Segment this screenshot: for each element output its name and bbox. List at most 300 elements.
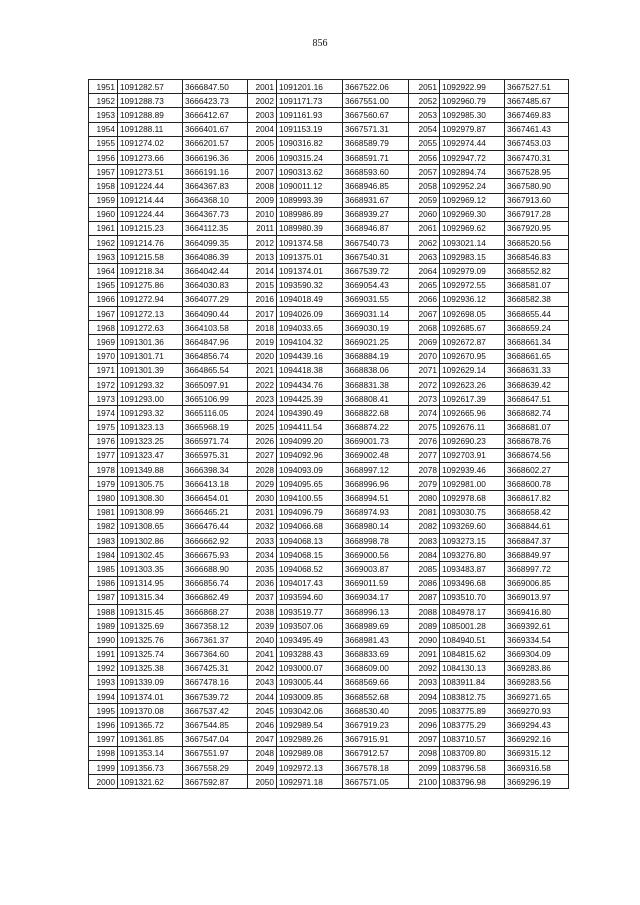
x-coordinate-cell: 1091356.73 [118, 761, 183, 775]
point-number-cell: 2051 [409, 80, 440, 94]
x-coordinate-cell: 1091153.19 [277, 122, 343, 136]
x-coordinate-cell: 1091293.32 [118, 406, 183, 420]
x-coordinate-cell: 1091273.51 [118, 165, 183, 179]
x-coordinate-cell: 1093276.80 [440, 548, 505, 562]
point-number-cell: 1970 [89, 349, 118, 363]
table-row [89, 761, 569, 775]
y-coordinate-cell: 3664368.10 [183, 193, 248, 207]
point-number-cell: 2030 [248, 491, 277, 505]
point-number-cell: 2097 [409, 732, 440, 746]
point-number-cell: 1951 [89, 80, 118, 94]
x-coordinate-cell: 1093273.15 [440, 534, 505, 548]
point-number-cell: 1993 [89, 675, 118, 689]
y-coordinate-cell: 3668946.87 [343, 221, 409, 235]
x-coordinate-cell: 1094100.55 [277, 491, 343, 505]
x-coordinate-cell: 1094390.49 [277, 406, 343, 420]
point-number-cell: 2009 [248, 193, 277, 207]
x-coordinate-cell: 1092972.55 [440, 278, 505, 292]
y-coordinate-cell: 3668884.19 [343, 349, 409, 363]
y-coordinate-cell: 3664099.35 [183, 236, 248, 250]
y-coordinate-cell: 3666476.44 [183, 519, 248, 533]
point-number-cell: 1983 [89, 534, 118, 548]
point-number-cell: 1969 [89, 335, 118, 349]
y-coordinate-cell: 3667358.12 [183, 619, 248, 633]
x-coordinate-cell: 1093030.75 [440, 505, 505, 519]
y-coordinate-cell: 3667485.67 [505, 94, 569, 108]
point-number-cell: 2042 [248, 661, 277, 675]
table-row [89, 264, 569, 278]
point-number-cell: 2025 [248, 420, 277, 434]
x-coordinate-cell: 1091301.39 [118, 363, 183, 377]
point-number-cell: 2004 [248, 122, 277, 136]
x-coordinate-cell: 1084940.51 [440, 633, 505, 647]
x-coordinate-cell: 1084815.62 [440, 647, 505, 661]
x-coordinate-cell: 1093590.32 [277, 278, 343, 292]
x-coordinate-cell: 1092979.09 [440, 264, 505, 278]
x-coordinate-cell: 1092978.68 [440, 491, 505, 505]
y-coordinate-cell: 3668552.82 [505, 264, 569, 278]
y-coordinate-cell: 3669031.14 [343, 307, 409, 321]
point-number-cell: 1991 [89, 647, 118, 661]
y-coordinate-cell: 3667912.57 [343, 746, 409, 760]
y-coordinate-cell: 3665116.05 [183, 406, 248, 420]
x-coordinate-cell: 1091349.88 [118, 463, 183, 477]
y-coordinate-cell: 3664077.29 [183, 292, 248, 306]
point-number-cell: 1973 [89, 392, 118, 406]
y-coordinate-cell: 3667915.91 [343, 732, 409, 746]
y-coordinate-cell: 3668998.78 [343, 534, 409, 548]
point-number-cell: 2092 [409, 661, 440, 675]
y-coordinate-cell: 3668997.72 [505, 562, 569, 576]
y-coordinate-cell: 3667920.95 [505, 221, 569, 235]
point-number-cell: 2012 [248, 236, 277, 250]
y-coordinate-cell: 3668681.07 [505, 420, 569, 434]
y-coordinate-cell: 3669001.73 [343, 434, 409, 448]
point-number-cell: 2024 [248, 406, 277, 420]
point-number-cell: 1962 [89, 236, 118, 250]
point-number-cell: 1980 [89, 491, 118, 505]
y-coordinate-cell: 3668997.12 [343, 463, 409, 477]
point-number-cell: 2036 [248, 576, 277, 590]
x-coordinate-cell: 1093519.77 [277, 604, 343, 618]
table-row [89, 448, 569, 462]
y-coordinate-cell: 3666868.27 [183, 604, 248, 618]
x-coordinate-cell: 1094434.76 [277, 377, 343, 391]
x-coordinate-cell: 1092960.79 [440, 94, 505, 108]
y-coordinate-cell: 3668989.69 [343, 619, 409, 633]
point-number-cell: 1959 [89, 193, 118, 207]
y-coordinate-cell: 3667544.85 [183, 718, 248, 732]
table-row [89, 576, 569, 590]
x-coordinate-cell: 1089986.89 [277, 207, 343, 221]
point-number-cell: 1990 [89, 633, 118, 647]
x-coordinate-cell: 1084978.17 [440, 604, 505, 618]
x-coordinate-cell: 1092969.30 [440, 207, 505, 221]
y-coordinate-cell: 3668674.56 [505, 448, 569, 462]
x-coordinate-cell: 1091339.09 [118, 675, 183, 689]
point-number-cell: 2065 [409, 278, 440, 292]
y-coordinate-cell: 3665971.74 [183, 434, 248, 448]
point-number-cell: 2074 [409, 406, 440, 420]
y-coordinate-cell: 3668659.24 [505, 321, 569, 335]
x-coordinate-cell: 1092672.87 [440, 335, 505, 349]
point-number-cell: 2086 [409, 576, 440, 590]
point-number-cell: 2040 [248, 633, 277, 647]
y-coordinate-cell: 3668546.83 [505, 250, 569, 264]
point-number-cell: 1982 [89, 519, 118, 533]
x-coordinate-cell: 1083709.80 [440, 746, 505, 760]
x-coordinate-cell: 1094033.65 [277, 321, 343, 335]
point-number-cell: 1987 [89, 590, 118, 604]
table-row [89, 179, 569, 193]
point-number-cell: 1988 [89, 604, 118, 618]
point-number-cell: 2006 [248, 150, 277, 164]
x-coordinate-cell: 1091274.02 [118, 136, 183, 150]
table-row [89, 661, 569, 675]
table-row [89, 675, 569, 689]
y-coordinate-cell: 3668678.76 [505, 434, 569, 448]
y-coordinate-cell: 3668591.71 [343, 150, 409, 164]
y-coordinate-cell: 3668617.82 [505, 491, 569, 505]
y-coordinate-cell: 3668655.44 [505, 307, 569, 321]
y-coordinate-cell: 3669031.55 [343, 292, 409, 306]
x-coordinate-cell: 1093496.68 [440, 576, 505, 590]
point-number-cell: 2028 [248, 463, 277, 477]
table-row [89, 590, 569, 604]
x-coordinate-cell: 1094017.43 [277, 576, 343, 590]
y-coordinate-cell: 3666196.36 [183, 150, 248, 164]
x-coordinate-cell: 1092685.67 [440, 321, 505, 335]
y-coordinate-cell: 3668609.00 [343, 661, 409, 675]
y-coordinate-cell: 3668682.74 [505, 406, 569, 420]
x-coordinate-cell: 1083911.84 [440, 675, 505, 689]
x-coordinate-cell: 1094096.79 [277, 505, 343, 519]
point-number-cell: 2095 [409, 704, 440, 718]
table-row [89, 604, 569, 618]
point-number-cell: 1960 [89, 207, 118, 221]
x-coordinate-cell: 1091288.73 [118, 94, 183, 108]
y-coordinate-cell: 3668600.78 [505, 477, 569, 491]
point-number-cell: 2061 [409, 221, 440, 235]
point-number-cell: 1974 [89, 406, 118, 420]
y-coordinate-cell: 3668520.56 [505, 236, 569, 250]
y-coordinate-cell: 3667469.83 [505, 108, 569, 122]
y-coordinate-cell: 3665106.99 [183, 392, 248, 406]
x-coordinate-cell: 1093009.85 [277, 690, 343, 704]
table-row [89, 690, 569, 704]
point-number-cell: 2066 [409, 292, 440, 306]
table-row [89, 534, 569, 548]
point-number-cell: 2087 [409, 590, 440, 604]
x-coordinate-cell: 1094068.13 [277, 534, 343, 548]
table-row [89, 548, 569, 562]
point-number-cell: 2017 [248, 307, 277, 321]
table-row [89, 505, 569, 519]
point-number-cell: 1998 [89, 746, 118, 760]
table-row [89, 207, 569, 221]
x-coordinate-cell: 1091323.47 [118, 448, 183, 462]
x-coordinate-cell: 1091374.58 [277, 236, 343, 250]
x-coordinate-cell: 1093483.87 [440, 562, 505, 576]
x-coordinate-cell: 1094099.20 [277, 434, 343, 448]
x-coordinate-cell: 1092670.95 [440, 349, 505, 363]
point-number-cell: 2090 [409, 633, 440, 647]
x-coordinate-cell: 1091224.44 [118, 207, 183, 221]
point-number-cell: 2037 [248, 590, 277, 604]
y-coordinate-cell: 3669292.16 [505, 732, 569, 746]
table-row [89, 122, 569, 136]
x-coordinate-cell: 1092617.39 [440, 392, 505, 406]
x-coordinate-cell: 1091361.85 [118, 732, 183, 746]
point-number-cell: 2031 [248, 505, 277, 519]
point-number-cell: 2032 [248, 519, 277, 533]
x-coordinate-cell: 1091325.74 [118, 647, 183, 661]
table-row [89, 108, 569, 122]
y-coordinate-cell: 3668552.68 [343, 690, 409, 704]
point-number-cell: 2048 [248, 746, 277, 760]
y-coordinate-cell: 3668589.79 [343, 136, 409, 150]
x-coordinate-cell: 1091215.23 [118, 221, 183, 235]
y-coordinate-cell: 3668849.97 [505, 548, 569, 562]
y-coordinate-cell: 3668996.96 [343, 477, 409, 491]
point-number-cell: 2054 [409, 122, 440, 136]
point-number-cell: 2060 [409, 207, 440, 221]
x-coordinate-cell: 1091293.00 [118, 392, 183, 406]
x-coordinate-cell: 1091374.01 [118, 690, 183, 704]
y-coordinate-cell: 3668658.42 [505, 505, 569, 519]
coordinates-table [88, 79, 569, 789]
x-coordinate-cell: 1092985.30 [440, 108, 505, 122]
x-coordinate-cell: 1092936.12 [440, 292, 505, 306]
x-coordinate-cell: 1092989.54 [277, 718, 343, 732]
point-number-cell: 2072 [409, 377, 440, 391]
y-coordinate-cell: 3669003.87 [343, 562, 409, 576]
point-number-cell: 2073 [409, 392, 440, 406]
x-coordinate-cell: 1090315.24 [277, 150, 343, 164]
point-number-cell: 1972 [89, 377, 118, 391]
y-coordinate-cell: 3666423.73 [183, 94, 248, 108]
x-coordinate-cell: 1083775.29 [440, 718, 505, 732]
y-coordinate-cell: 3668631.33 [505, 363, 569, 377]
point-number-cell: 2094 [409, 690, 440, 704]
table-row [89, 150, 569, 164]
x-coordinate-cell: 1091325.76 [118, 633, 183, 647]
y-coordinate-cell: 3669011.59 [343, 576, 409, 590]
table-row [89, 335, 569, 349]
x-coordinate-cell: 1092981.00 [440, 477, 505, 491]
point-number-cell: 1981 [89, 505, 118, 519]
y-coordinate-cell: 3668602.27 [505, 463, 569, 477]
y-coordinate-cell: 3667461.43 [505, 122, 569, 136]
point-number-cell: 1975 [89, 420, 118, 434]
x-coordinate-cell: 1094018.49 [277, 292, 343, 306]
y-coordinate-cell: 3669315.12 [505, 746, 569, 760]
y-coordinate-cell: 3668996.13 [343, 604, 409, 618]
y-coordinate-cell: 3667539.72 [183, 690, 248, 704]
point-number-cell: 2080 [409, 491, 440, 505]
x-coordinate-cell: 1093495.49 [277, 633, 343, 647]
x-coordinate-cell: 1091308.99 [118, 505, 183, 519]
point-number-cell: 2043 [248, 675, 277, 689]
y-coordinate-cell: 3667364.60 [183, 647, 248, 661]
x-coordinate-cell: 1091305.75 [118, 477, 183, 491]
x-coordinate-cell: 1091323.13 [118, 420, 183, 434]
point-number-cell: 2018 [248, 321, 277, 335]
y-coordinate-cell: 3667539.72 [343, 264, 409, 278]
x-coordinate-cell: 1092698.05 [440, 307, 505, 321]
y-coordinate-cell: 3664030.83 [183, 278, 248, 292]
x-coordinate-cell: 1092676.11 [440, 420, 505, 434]
point-number-cell: 2055 [409, 136, 440, 150]
x-coordinate-cell: 1083796.98 [440, 775, 505, 789]
point-number-cell: 1989 [89, 619, 118, 633]
y-coordinate-cell: 3667558.29 [183, 761, 248, 775]
y-coordinate-cell: 3668974.93 [343, 505, 409, 519]
x-coordinate-cell: 1092629.14 [440, 363, 505, 377]
x-coordinate-cell: 1093000.07 [277, 661, 343, 675]
table-row [89, 647, 569, 661]
point-number-cell: 1968 [89, 321, 118, 335]
table-row [89, 377, 569, 391]
point-number-cell: 2099 [409, 761, 440, 775]
point-number-cell: 1963 [89, 250, 118, 264]
table-row [89, 633, 569, 647]
point-number-cell: 2088 [409, 604, 440, 618]
y-coordinate-cell: 3667571.05 [343, 775, 409, 789]
y-coordinate-cell: 3667551.00 [343, 94, 409, 108]
x-coordinate-cell: 1091215.58 [118, 250, 183, 264]
point-number-cell: 1966 [89, 292, 118, 306]
table-row [89, 420, 569, 434]
table-row [89, 250, 569, 264]
point-number-cell: 1999 [89, 761, 118, 775]
point-number-cell: 2029 [248, 477, 277, 491]
y-coordinate-cell: 3666201.57 [183, 136, 248, 150]
y-coordinate-cell: 3669271.65 [505, 690, 569, 704]
point-number-cell: 2098 [409, 746, 440, 760]
x-coordinate-cell: 1094068.15 [277, 548, 343, 562]
x-coordinate-cell: 1093042.06 [277, 704, 343, 718]
y-coordinate-cell: 3664042.44 [183, 264, 248, 278]
point-number-cell: 1958 [89, 179, 118, 193]
x-coordinate-cell: 1092703.91 [440, 448, 505, 462]
table-row [89, 704, 569, 718]
y-coordinate-cell: 3668530.40 [343, 704, 409, 718]
point-number-cell: 2013 [248, 250, 277, 264]
x-coordinate-cell: 1083710.57 [440, 732, 505, 746]
point-number-cell: 1957 [89, 165, 118, 179]
point-number-cell: 2075 [409, 420, 440, 434]
y-coordinate-cell: 3666862.49 [183, 590, 248, 604]
x-coordinate-cell: 1094425.39 [277, 392, 343, 406]
x-coordinate-cell: 1092989.08 [277, 746, 343, 760]
point-number-cell: 1977 [89, 448, 118, 462]
y-coordinate-cell: 3666413.18 [183, 477, 248, 491]
point-number-cell: 2084 [409, 548, 440, 562]
point-number-cell: 2019 [248, 335, 277, 349]
y-coordinate-cell: 3666662.92 [183, 534, 248, 548]
point-number-cell: 2053 [409, 108, 440, 122]
y-coordinate-cell: 3665968.19 [183, 420, 248, 434]
table-row [89, 292, 569, 306]
point-number-cell: 1992 [89, 661, 118, 675]
table-row [89, 732, 569, 746]
y-coordinate-cell: 3667361.37 [183, 633, 248, 647]
table-row [89, 221, 569, 235]
x-coordinate-cell: 1092972.13 [277, 761, 343, 775]
y-coordinate-cell: 3667537.42 [183, 704, 248, 718]
x-coordinate-cell: 1091314.95 [118, 576, 183, 590]
point-number-cell: 2064 [409, 264, 440, 278]
table-row [89, 406, 569, 420]
point-number-cell: 2071 [409, 363, 440, 377]
x-coordinate-cell: 1092983.15 [440, 250, 505, 264]
x-coordinate-cell: 1092947.72 [440, 150, 505, 164]
y-coordinate-cell: 3669304.09 [505, 647, 569, 661]
y-coordinate-cell: 3667547.04 [183, 732, 248, 746]
x-coordinate-cell: 1091214.44 [118, 193, 183, 207]
point-number-cell: 2077 [409, 448, 440, 462]
y-coordinate-cell: 3666191.16 [183, 165, 248, 179]
point-number-cell: 2050 [248, 775, 277, 789]
y-coordinate-cell: 3669006.85 [505, 576, 569, 590]
point-number-cell: 2079 [409, 477, 440, 491]
point-number-cell: 2000 [89, 775, 118, 789]
y-coordinate-cell: 3669392.61 [505, 619, 569, 633]
y-coordinate-cell: 3667551.97 [183, 746, 248, 760]
table-row [89, 321, 569, 335]
table-row [89, 236, 569, 250]
x-coordinate-cell: 1094418.38 [277, 363, 343, 377]
point-number-cell: 2003 [248, 108, 277, 122]
point-number-cell: 2100 [409, 775, 440, 789]
table-row [89, 434, 569, 448]
x-coordinate-cell: 1092974.44 [440, 136, 505, 150]
x-coordinate-cell: 1091375.01 [277, 250, 343, 264]
y-coordinate-cell: 3664086.39 [183, 250, 248, 264]
point-number-cell: 1994 [89, 690, 118, 704]
x-coordinate-cell: 1091302.45 [118, 548, 183, 562]
y-coordinate-cell: 3667522.06 [343, 80, 409, 94]
x-coordinate-cell: 1091303.35 [118, 562, 183, 576]
point-number-cell: 2076 [409, 434, 440, 448]
y-coordinate-cell: 3669002.48 [343, 448, 409, 462]
x-coordinate-cell: 1091218.34 [118, 264, 183, 278]
y-coordinate-cell: 3666465.21 [183, 505, 248, 519]
point-number-cell: 2056 [409, 150, 440, 164]
point-number-cell: 1985 [89, 562, 118, 576]
x-coordinate-cell: 1091315.34 [118, 590, 183, 604]
y-coordinate-cell: 3667580.90 [505, 179, 569, 193]
y-coordinate-cell: 3668647.51 [505, 392, 569, 406]
y-coordinate-cell: 3669296.19 [505, 775, 569, 789]
y-coordinate-cell: 3665097.91 [183, 377, 248, 391]
x-coordinate-cell: 1091374.01 [277, 264, 343, 278]
table-row [89, 491, 569, 505]
y-coordinate-cell: 3667527.51 [505, 80, 569, 94]
point-number-cell: 2067 [409, 307, 440, 321]
y-coordinate-cell: 3664367.83 [183, 179, 248, 193]
x-coordinate-cell: 1091161.93 [277, 108, 343, 122]
x-coordinate-cell: 1094439.16 [277, 349, 343, 363]
y-coordinate-cell: 3668874.22 [343, 420, 409, 434]
x-coordinate-cell: 1093594.60 [277, 590, 343, 604]
table-row [89, 193, 569, 207]
x-coordinate-cell: 1091325.38 [118, 661, 183, 675]
point-number-cell: 2070 [409, 349, 440, 363]
table-row [89, 746, 569, 760]
table-row [89, 165, 569, 179]
